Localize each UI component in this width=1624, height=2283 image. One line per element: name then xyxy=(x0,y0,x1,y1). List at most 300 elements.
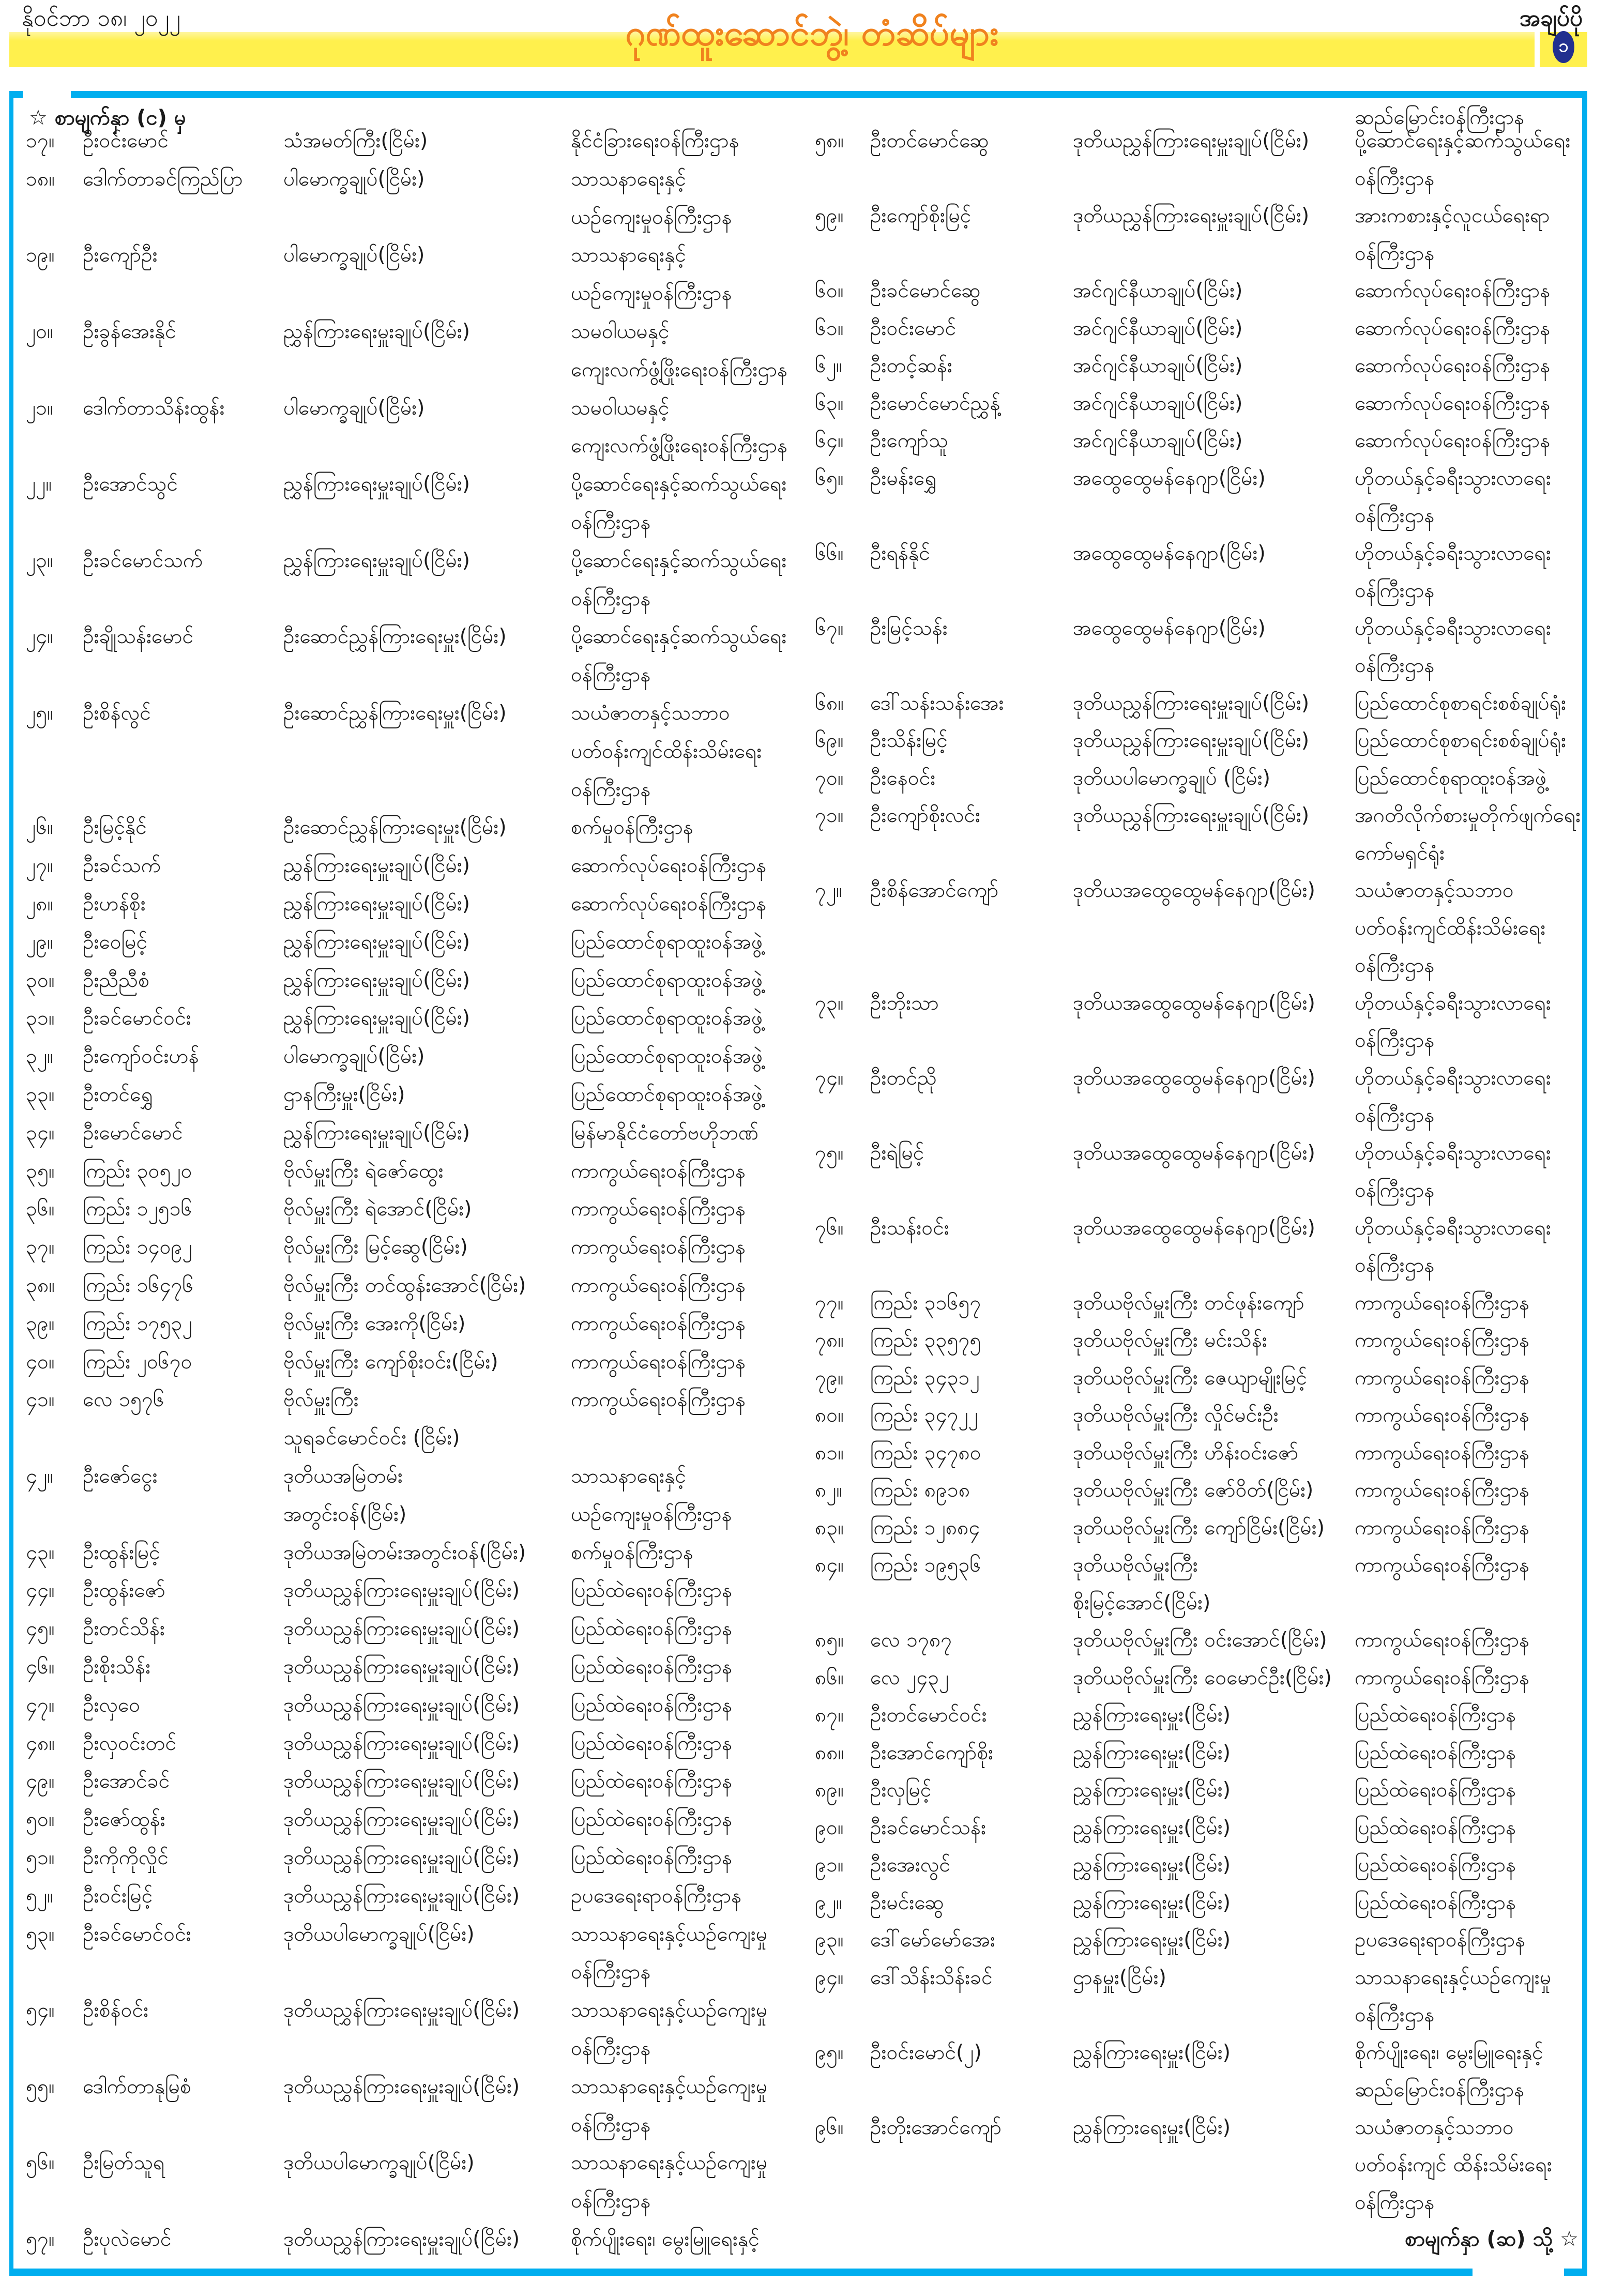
page-number-badge: ၁ xyxy=(1553,31,1574,63)
recipient-ministry: ဝန်ကြီးဌာန xyxy=(1355,241,1435,265)
recipient-name: ကြည်း ၁၄၀၉၂ xyxy=(83,1236,192,1259)
row-number: ၄၃။ xyxy=(26,1541,55,1564)
recipient-ministry: ကာကွယ်ရေးဝန်ကြီးဌာန xyxy=(571,1159,746,1183)
row-number: ၆၀။ xyxy=(815,279,844,302)
star-icon: ☆ xyxy=(1560,2227,1579,2251)
recipient-title: ဒုတိယညွှန်ကြားရေးမှူးချုပ်(ငြိမ်း) xyxy=(283,1846,520,1869)
recipient-name: ဦးလှဝေ xyxy=(83,1693,141,1717)
recipient-title: ဒုတိယဗိုလ်မှူးကြီး တင်ဖုန်းကျော် xyxy=(1073,1291,1304,1315)
recipient-title: ဗိုလ်မှူးကြီး xyxy=(283,1388,359,1412)
recipient-name: ဦးကျော်ဦး xyxy=(83,243,158,267)
recipient-ministry: ဟိုတယ်နှင့်ခရီးသွားလာရေး xyxy=(1355,541,1551,565)
row-number: ၄၄။ xyxy=(26,1579,55,1603)
row-number: ၂၃။ xyxy=(26,549,53,572)
recipient-ministry: သာသနာရေးနှင့် xyxy=(571,167,686,191)
recipient-name: ဦးသိန်းမြင့် xyxy=(870,729,948,752)
recipient-title: ဒုတိယအမြဲတမ်း xyxy=(283,1465,403,1488)
recipient-title: ဒုတိယပါမောက္ခချုပ်(ငြိမ်း) xyxy=(283,2151,475,2175)
row-number: ၈၈။ xyxy=(815,1741,844,1764)
recipient-name: ဦးတင်ရွှေ xyxy=(83,1083,153,1106)
recipient-ministry: ဝန်ကြီးဌာန xyxy=(1355,166,1435,190)
recipient-title: ညွှန်ကြားရေးမှူးချုပ်(ငြိမ်း) xyxy=(283,854,470,878)
recipient-name: ဦးဇော်ငွေး xyxy=(83,1465,158,1488)
row-number: ၆၆။ xyxy=(815,541,844,565)
recipient-name: ဦးကျော်ဝင်းဟန် xyxy=(83,1045,199,1069)
row-number: ၉၂။ xyxy=(815,1891,842,1914)
row-number: ၆၂။ xyxy=(815,354,842,377)
recipient-name: ဦးတင်မောင်ဆွေ xyxy=(870,129,989,153)
recipient-name: ဦးဝင်းမောင် xyxy=(870,316,957,340)
recipient-name: ကြည်း ၃၄၃၁၂ xyxy=(870,1366,980,1390)
recipient-name: ကြည်း ၃၄၇၂၂ xyxy=(870,1404,978,1427)
recipient-title: ဒုတိယညွှန်ကြားရေးမှူးချုပ်(ငြိမ်း) xyxy=(283,1999,520,2022)
recipient-name: ဒေါ်သန်းသန်းအေး xyxy=(870,691,1004,715)
recipient-title: ညွှန်ကြားရေးမှူး(ငြိမ်း) xyxy=(1073,1778,1231,1802)
recipient-name: ဦးအေးလွင် xyxy=(870,1853,951,1877)
recipient-name: ဦးကျော်စိုးလင်း xyxy=(870,804,981,827)
recipient-title: ဦးဆောင်ညွှန်ကြားရေးမှူး(ငြိမ်း) xyxy=(283,816,507,840)
recipient-name: ကြည်း ၁၂၈၈၄ xyxy=(870,1516,980,1540)
row-number: ၅၅။ xyxy=(26,2075,55,2098)
recipient-name: ကြည်း ၁၉၅၃၆ xyxy=(870,1554,981,1577)
recipient-name: ဒေါ်မော်မော်အေး xyxy=(870,1928,995,1952)
recipient-title: ညွှန်ကြားရေးမှူး(ငြိမ်း) xyxy=(1073,1703,1231,1727)
recipient-ministry: နိုင်ငံခြားရေးဝန်ကြီးဌာန xyxy=(571,129,739,153)
row-number: ၅၄။ xyxy=(26,1999,55,2022)
recipient-ministry: ပြည်ထောင်စုရာထူးဝန်အဖွဲ့ xyxy=(571,930,763,954)
row-number: ၂၄။ xyxy=(26,625,53,649)
recipient-ministry: ဆောက်လုပ်ရေးဝန်ကြီးဌာန xyxy=(1355,279,1551,302)
recipient-name: ကြည်း ၈၉၁၈ xyxy=(870,1479,970,1502)
row-number: ၈၁။ xyxy=(815,1441,844,1465)
row-number: ၆၄။ xyxy=(815,429,844,452)
recipient-ministry: ဝန်ကြီးဌာန xyxy=(571,511,651,534)
row-number: ၄၈။ xyxy=(26,1731,55,1755)
recipient-ministry: ပြည်ထဲရေးဝန်ကြီးဌာန xyxy=(571,1617,733,1641)
recipient-name: ဦးရဲမြင့် xyxy=(870,1141,924,1165)
recipient-name: ဦးတင့်ဆန်း xyxy=(870,354,952,377)
recipient-ministry: ကာကွယ်ရေးဝန်ကြီးဌာန xyxy=(1355,1366,1530,1390)
recipient-title: ပါမောက္ခချုပ်(ငြိမ်း) xyxy=(283,1045,425,1069)
recipient-title: ဗိုလ်မှူးကြီး မြင့်ဆွေ(ငြိမ်း) xyxy=(283,1236,468,1259)
recipient-title: ဒုတိယဗိုလ်မှူးကြီး ဇေယျာမျိုးမြင့် xyxy=(1073,1366,1308,1390)
recipient-title: ဒုတိယညွှန်ကြားရေးမှူးချုပ်(ငြိမ်း) xyxy=(283,2228,520,2251)
recipient-ministry: ယဉ်ကျေးမှုဝန်ကြီးဌာန xyxy=(571,282,732,306)
recipient-ministry: ယဉ်ကျေးမှုဝန်ကြီးဌာန xyxy=(571,1502,732,1526)
recipient-name: ကြည်း ၁၂၅၁၆ xyxy=(83,1197,192,1221)
recipient-ministry: ပြည်ထဲရေးဝန်ကြီးဌာန xyxy=(1355,1703,1516,1727)
recipient-name: ဦးချိုသန်းမောင် xyxy=(83,625,194,649)
recipient-name: ကြည်း ၁၆၄၇၆ xyxy=(83,1274,194,1297)
recipient-ministry: ပြည်ထောင်စုရာထူးဝန်အဖွဲ့ xyxy=(1355,766,1547,790)
row-number: ၃၃။ xyxy=(26,1083,55,1106)
recipient-ministry: ပို့ဆောင်ရေးနှင့်ဆက်သွယ်ရေး xyxy=(571,549,787,572)
row-number: ၇၇။ xyxy=(815,1291,844,1315)
recipient-name: ဦးကျော်သူ xyxy=(870,429,948,452)
recipient-ministry: ဆောက်လုပ်ရေးဝန်ကြီးဌာန xyxy=(1355,391,1551,415)
recipient-title: ညွှန်ကြားရေးမှူး(ငြိမ်း) xyxy=(1073,1928,1231,1952)
recipient-name: ဦးစိန်အောင်ကျော် xyxy=(870,879,999,902)
recipient-ministry: ကျေးလက်ဖွံ့ဖြိုးရေးဝန်ကြီးဌာန xyxy=(571,358,788,382)
row-number: ၄၉။ xyxy=(26,1770,55,1793)
recipient-ministry: ဟိုတယ်နှင့်ခရီးသွားလာရေး xyxy=(1355,1216,1551,1240)
recipient-name: ဦးစိန်ဝင်း xyxy=(83,1999,149,2022)
recipient-name: ဦးဝင်းမောင်(၂) xyxy=(870,2041,982,2064)
recipient-title: ညွှန်ကြားရေးမှူးချုပ်(ငြိမ်း) xyxy=(283,930,470,954)
recipient-ministry: ဟိုတယ်နှင့်ခရီးသွားလာရေး xyxy=(1355,991,1551,1015)
continued-to-text: စာမျက်နှာ (ဆ) သို့ xyxy=(1405,2227,1553,2251)
recipient-title: သံအမတ်ကြီး(ငြိမ်း) xyxy=(283,129,428,153)
recipient-title: ညွှန်ကြားရေးမှူး(ငြိမ်း) xyxy=(1073,2115,1231,2139)
recipient-name: ဦးမြင့်နိုင် xyxy=(83,816,147,840)
recipient-ministry: ကာကွယ်ရေးဝန်ကြီးဌာန xyxy=(571,1312,746,1335)
recipient-ministry: သာသနာရေးနှင့်ယဉ်ကျေးမှု xyxy=(571,1922,768,1946)
recipient-title: ဗိုလ်မှူးကြီး ရဲအောင်(ငြိမ်း) xyxy=(283,1197,472,1221)
recipient-ministry: ဝန်ကြီးဌာန xyxy=(1355,579,1435,602)
recipient-title: ဒုတိယဗိုလ်မှူးကြီး ဝေမောင်ဦး(ငြိမ်း) xyxy=(1073,1666,1332,1690)
recipient-title: ဒုတိယညွှန်ကြားရေးမှူးချုပ်(ငြိမ်း) xyxy=(283,1884,520,1908)
recipient-ministry: စက်မှုဝန်ကြီးဌာန xyxy=(571,1541,693,1564)
recipient-ministry: သာသနာရေးနှင့် xyxy=(571,243,686,267)
row-number: ၅၂။ xyxy=(26,1884,53,1908)
recipient-ministry: ဟိုတယ်နှင့်ခရီးသွားလာရေး xyxy=(1355,1066,1551,1090)
recipient-title: ဒုတိယညွှန်ကြားရေးမှူးချုပ်(ငြိမ်း) xyxy=(283,1693,520,1717)
recipient-ministry: ပတ်ဝန်းကျင်ထိန်းသိမ်းရေး xyxy=(571,739,762,763)
row-number: ၉၁။ xyxy=(815,1853,844,1877)
recipient-ministry: ပြည်ထဲရေးဝန်ကြီးဌာန xyxy=(571,1846,733,1869)
recipient-name: ဦးလှမြင့် xyxy=(870,1778,932,1802)
row-number: ၃၇။ xyxy=(26,1236,55,1259)
recipient-title: ပါမောက္ခချုပ်(ငြိမ်း) xyxy=(283,243,425,267)
recipient-name: ဦးသန်းဝင်း xyxy=(870,1216,949,1240)
recipient-ministry: သာသနာရေးနှင့်ယဉ်ကျေးမှု xyxy=(571,2075,768,2098)
recipient-ministry: ပြည်ထောင်စုရာထူးဝန်အဖွဲ့ xyxy=(571,968,763,992)
recipient-name: ဦးခင်မောင်ဝင်း xyxy=(83,1922,191,1946)
recipient-title: ဒုတိယအထွေထွေမန်နေဂျာ(ငြိမ်း) xyxy=(1073,1216,1315,1240)
recipient-name: ဦးဝေမြင့် xyxy=(83,930,148,954)
recipient-name: ဦးနေဝင်း xyxy=(870,766,936,790)
recipient-ministry: ပြည်ထောင်စုရာထူးဝန်အဖွဲ့ xyxy=(571,1007,763,1030)
row-number: ၈၇။ xyxy=(815,1703,844,1727)
recipient-ministry: သယံဇာတနှင့်သဘာဝ xyxy=(1355,2115,1514,2139)
continued-to xyxy=(1405,2224,1579,2255)
recipient-ministry: ကာကွယ်ရေးဝန်ကြီးဌာန xyxy=(1355,1404,1530,1427)
row-number: ၇၈။ xyxy=(815,1329,844,1352)
recipient-ministry: ပြည်ထောင်စုရာထူးဝန်အဖွဲ့ xyxy=(571,1083,763,1106)
row-number: ၇၅။ xyxy=(815,1141,844,1165)
recipient-title: ညွှန်ကြားရေးမှူး(ငြိမ်း) xyxy=(1073,1741,1231,1764)
row-number: ၈၃။ xyxy=(815,1516,844,1540)
recipient-title: ပါမောက္ခချုပ်(ငြိမ်း) xyxy=(283,167,425,191)
recipient-ministry: ပတ်ဝန်းကျင် ထိန်းသိမ်းရေး xyxy=(1355,2153,1552,2177)
recipient-ministry: ပြည်ထဲရေးဝန်ကြီးဌာန xyxy=(1355,1741,1516,1764)
recipient-name: ကြည်း ၃၄၇၈၀ xyxy=(870,1441,981,1465)
recipient-title: ဗိုလ်မှူးကြီး ရဲဇော်ထွေး xyxy=(283,1159,444,1183)
recipient-ministry: ပြည်ထောင်စုစာရင်းစစ်ချုပ်ရုံး xyxy=(1355,691,1567,715)
frame-right xyxy=(1582,91,1587,2275)
recipient-name: ဦးတင်ညို xyxy=(870,1066,937,1090)
recipient-name: ဦးခင်မောင်ဆွေ xyxy=(870,279,981,302)
recipient-name: ဦးခွန်အေးနိုင် xyxy=(83,320,176,343)
recipient-name: ဒေါ်သိန်းသိန်းခင် xyxy=(870,1966,993,1989)
recipient-title: စိုးမြင့်အောင်(ငြိမ်း) xyxy=(1073,1591,1211,1615)
recipient-ministry: ပြည်ထောင်စုစာရင်းစစ်ချုပ်ရုံး xyxy=(1355,729,1567,752)
recipient-name: ဦးကိုကိုလှိုင် xyxy=(83,1846,169,1869)
recipient-ministry: သမဝါယမနှင့် xyxy=(571,396,670,420)
carryover-ministry: ဆည်မြောင်းဝန်ကြီးဌာန xyxy=(1355,106,1525,129)
recipient-ministry: သယံဇာတနှင့်သဘာဝ xyxy=(571,702,730,725)
recipient-ministry: ဆည်မြောင်းဝန်ကြီးဌာန xyxy=(1355,2078,1525,2102)
recipient-title: ညွှန်ကြားရေးမှူးချုပ်(ငြိမ်း) xyxy=(283,473,470,496)
recipient-title: အင်ဂျင်နီယာချုပ်(ငြိမ်း) xyxy=(1073,429,1243,452)
recipient-title: ဒုတိယအထွေထွေမန်နေဂျာ(ငြိမ်း) xyxy=(1073,1141,1315,1165)
recipient-ministry: ကာကွယ်ရေးဝန်ကြီးဌာန xyxy=(1355,1291,1530,1315)
recipient-ministry: သာသနာရေးနှင့်ယဉ်ကျေးမှု xyxy=(571,2151,768,2175)
row-number: ၃၅။ xyxy=(26,1159,55,1183)
recipient-name: ဒေါက်တာသိန်းထွန်း xyxy=(83,396,225,420)
row-number: ၂၂။ xyxy=(26,473,52,496)
recipient-name: ကြည်း ၁၇၅၃၂ xyxy=(83,1312,192,1335)
recipient-ministry: ကာကွယ်ရေးဝန်ကြီးဌာန xyxy=(1355,1479,1530,1502)
recipient-title: ပါမောက္ခချုပ်(ငြိမ်း) xyxy=(283,396,425,420)
recipient-title: အထွေထွေမန်နေဂျာ(ငြိမ်း) xyxy=(1073,541,1266,565)
recipient-name: ကြည်း ၂၀၆၇၀ xyxy=(83,1350,192,1374)
row-number: ၉၄။ xyxy=(815,1966,844,1989)
recipient-name: ဦးကျော်စိုးမြင့် xyxy=(870,204,972,227)
row-number: ၆၅။ xyxy=(815,466,844,490)
recipient-ministry: ဝန်ကြီးဌာန xyxy=(1355,2003,1435,2027)
recipient-title: ဦးဆောင်ညွှန်ကြားရေးမှူး(ငြိမ်း) xyxy=(283,625,507,649)
recipient-name: ဦးစိန်လွင် xyxy=(83,702,151,725)
recipient-ministry: ပြည်ထဲရေးဝန်ကြီးဌာန xyxy=(571,1655,733,1679)
recipient-ministry: ဆောက်လုပ်ရေးဝန်ကြီးဌာန xyxy=(571,892,767,916)
recipient-name: ဦးခင်မောင်သက် xyxy=(83,549,203,572)
row-number: ၉၅။ xyxy=(815,2041,844,2064)
recipient-name: ဦးမြတ်သူရ xyxy=(83,2151,165,2175)
frame-left xyxy=(9,91,13,2275)
recipient-title: ညွှန်ကြားရေးမှူး(ငြိမ်း) xyxy=(1073,1853,1231,1877)
row-number: ၈၅။ xyxy=(815,1628,844,1652)
recipient-ministry: ကာကွယ်ရေးဝန်ကြီးဌာန xyxy=(1355,1666,1530,1690)
recipient-name: ဦးတိုးအောင်ကျော် xyxy=(870,2115,1002,2139)
row-number: ၆၈။ xyxy=(815,691,844,715)
recipient-title: ဒုတိယညွှန်ကြားရေးမှူးချုပ်(ငြိမ်း) xyxy=(283,1617,520,1641)
section-label: အချပ်ပို xyxy=(1519,5,1583,32)
recipient-name: ဒေါက်တာနုမြစံ xyxy=(83,2075,191,2098)
recipient-ministry: ဆောက်လုပ်ရေးဝန်ကြီးဌာန xyxy=(1355,429,1551,452)
recipient-name: ဦးမင်းဆွေ xyxy=(870,1891,944,1914)
row-number: ၈၀။ xyxy=(815,1404,844,1427)
recipient-title: ဒုတိယအမြဲတမ်းအတွင်းဝန်(ငြိမ်း) xyxy=(283,1541,526,1564)
row-number: ၈၄။ xyxy=(815,1554,844,1577)
recipient-name: ဦးလှဝင်းတင် xyxy=(83,1731,177,1755)
recipient-name: လေ ၂၄၃၂ xyxy=(870,1666,949,1690)
recipient-ministry: ပြည်ထဲရေးဝန်ကြီးဌာန xyxy=(571,1579,733,1603)
row-number: ၇၃။ xyxy=(815,991,844,1015)
recipient-ministry: သာသနာရေးနှင့်ယဉ်ကျေးမှု xyxy=(1355,1966,1552,1989)
recipient-ministry: ပြည်ထဲရေးဝန်ကြီးဌာန xyxy=(1355,1816,1516,1839)
row-number: ၄၂။ xyxy=(26,1465,53,1488)
recipient-title: ဒုတိယအထွေထွေမန်နေဂျာ(ငြိမ်း) xyxy=(1073,1066,1315,1090)
row-number: ၇၄။ xyxy=(815,1066,844,1090)
recipient-ministry: ဝန်ကြီးဌာန xyxy=(571,663,651,687)
issue-date: နိုဝင်ဘာ ၁၈၊ ၂၀၂၂ xyxy=(22,5,180,32)
row-number: ၁၇။ xyxy=(26,129,55,153)
row-number: ၉၀။ xyxy=(815,1816,844,1839)
row-number: ၃၂။ xyxy=(26,1045,53,1069)
row-number: ၂၉။ xyxy=(26,930,53,954)
row-number: ၆၁။ xyxy=(815,316,844,340)
recipient-title: ဒုတိယညွှန်ကြားရေးမှူးချုပ်(ငြိမ်း) xyxy=(283,2075,520,2098)
recipient-name: ဦးဟန်စိုး xyxy=(83,892,146,916)
recipient-name: ဦးစိုးသိန်း xyxy=(83,1655,151,1679)
recipient-ministry: ကာကွယ်ရေးဝန်ကြီးဌာန xyxy=(571,1350,746,1374)
recipient-title: ဗိုလ်မှူးကြီး အေးကို(ငြိမ်း) xyxy=(283,1312,466,1335)
recipient-name: လေ ၁၅၇၆ xyxy=(83,1388,164,1412)
recipient-name: ဦးအောင်သွင် xyxy=(83,473,178,496)
row-number: ၈၂။ xyxy=(815,1479,843,1502)
recipient-ministry: ပြည်ထဲရေးဝန်ကြီးဌာန xyxy=(571,1731,733,1755)
recipient-title: ဗိုလ်မှူးကြီး တင်ထွန်းအောင်(ငြိမ်း) xyxy=(283,1274,526,1297)
row-number: ၄၁။ xyxy=(26,1388,55,1412)
recipient-title: ဒုတိယဗိုလ်မှူးကြီး မင်းသိန်း xyxy=(1073,1329,1267,1352)
recipient-ministry: ပြည်ထဲရေးဝန်ကြီးဌာန xyxy=(571,1808,733,1832)
recipient-name: ဦးမောင်မောင် xyxy=(83,1121,183,1145)
recipient-ministry: ကာကွယ်ရေးဝန်ကြီးဌာန xyxy=(1355,1329,1530,1352)
row-number: ၇၁။ xyxy=(815,804,844,827)
recipient-title: ဒုတိယညွှန်ကြားရေးမှူးချုပ်(ငြိမ်း) xyxy=(1073,204,1310,227)
row-number: ၂၀။ xyxy=(26,320,53,343)
recipient-ministry: ဟိုတယ်နှင့်ခရီးသွားလာရေး xyxy=(1355,466,1551,490)
row-number: ၂၁။ xyxy=(26,396,53,420)
recipient-ministry: ဝန်ကြီးဌာန xyxy=(571,2189,651,2213)
row-number: ၂၆။ xyxy=(26,816,53,840)
recipient-title: ဒုတိယပါမောက္ခချုပ် (ငြိမ်း) xyxy=(1073,766,1270,790)
recipient-name: ဦးဝင်းမောင် xyxy=(83,129,169,153)
row-number: ၅၉။ xyxy=(815,204,844,227)
recipient-ministry: စက်မှုဝန်ကြီးဌာန xyxy=(571,816,693,840)
recipient-title: ဒုတိယအထွေထွေမန်နေဂျာ(ငြိမ်း) xyxy=(1073,991,1315,1015)
row-number: ၇၉။ xyxy=(815,1366,844,1390)
row-number: ၅၀။ xyxy=(26,1808,55,1832)
recipient-ministry: ပြည်ထဲရေးဝန်ကြီးဌာန xyxy=(1355,1778,1516,1802)
row-number: ၉၃။ xyxy=(815,1928,844,1952)
recipient-name: ဦးအောင်ခင် xyxy=(83,1770,170,1793)
recipient-ministry: ကာကွယ်ရေးဝန်ကြီးဌာန xyxy=(571,1197,746,1221)
recipient-ministry: ပြည်ထဲရေးဝန်ကြီးဌာန xyxy=(1355,1853,1516,1877)
recipient-title: အထွေထွေမန်နေဂျာ(ငြိမ်း) xyxy=(1073,616,1266,640)
recipient-ministry: အဂတိလိုက်စားမှုတိုက်ဖျက်ရေး xyxy=(1355,804,1581,827)
recipient-name: ဦးမြင့်သန်း xyxy=(870,616,948,640)
recipient-title: ဒုတိယညွှန်ကြားရေးမှူးချုပ်(ငြိမ်း) xyxy=(283,1579,520,1603)
recipient-title: ဒုတိယညွှန်ကြားရေးမှူးချုပ်(ငြိမ်း) xyxy=(283,1731,520,1755)
recipient-ministry: ကာကွယ်ရေးဝန်ကြီးဌာန xyxy=(571,1388,746,1412)
recipient-ministry: သာသနာရေးနှင့်ယဉ်ကျေးမှု xyxy=(571,1999,768,2022)
recipient-name: လေ ၁၇၈၇ xyxy=(870,1628,952,1652)
recipient-title: ဒုတိယပါမောက္ခချုပ်(ငြိမ်း) xyxy=(283,1922,475,1946)
row-number: ၄၇။ xyxy=(26,1693,55,1717)
recipient-ministry: ပို့ဆောင်ရေးနှင့်ဆက်သွယ်ရေး xyxy=(571,625,787,649)
recipient-name: ဦးထွန်းဇော် xyxy=(83,1579,165,1603)
recipient-ministry: ကာကွယ်ရေးဝန်ကြီးဌာန xyxy=(1355,1516,1530,1540)
row-number: ၁၉။ xyxy=(26,243,55,267)
recipient-ministry: ကာကွယ်ရေးဝန်ကြီးဌာန xyxy=(571,1274,746,1297)
recipient-name: ဦးရန်နိုင် xyxy=(870,541,930,565)
row-number: ၃၀။ xyxy=(26,968,55,992)
recipient-title: ညွှန်ကြားရေးမှူးချုပ်(ငြိမ်း) xyxy=(283,549,470,572)
recipient-ministry: ဟိုတယ်နှင့်ခရီးသွားလာရေး xyxy=(1355,616,1551,640)
recipient-title: ဦးဆောင်ညွှန်ကြားရေးမှူး(ငြိမ်း) xyxy=(283,702,507,725)
recipient-ministry: ဥပဒေရေးရာဝန်ကြီးဌာန xyxy=(1355,1928,1526,1952)
row-number: ၅၇။ xyxy=(26,2228,55,2251)
recipient-ministry: ပြည်ထဲရေးဝန်ကြီးဌာန xyxy=(571,1693,733,1717)
recipient-title: ညွှန်ကြားရေးမှူးချုပ်(ငြိမ်း) xyxy=(283,1121,470,1145)
recipient-ministry: ပို့ဆောင်ရေးနှင့်ဆက်သွယ်ရေး xyxy=(571,473,787,496)
recipient-ministry: ဝန်ကြီးဌာန xyxy=(571,778,651,801)
recipient-ministry: ပတ်ဝန်းကျင်ထိန်းသိမ်းရေး xyxy=(1355,916,1546,940)
recipient-ministry: ကော်မရှင်ရုံး xyxy=(1355,841,1445,865)
recipient-name: ဦးတင်မောင်ဝင်း xyxy=(870,1703,987,1727)
frame-top-right xyxy=(71,91,1587,98)
page-title: ဂုဏ်ထူးဆောင်ဘွဲ့၊ တံဆိပ်များ xyxy=(625,13,999,54)
recipient-name: ဦးခင်မောင်ဝင်း xyxy=(83,1007,191,1030)
row-number: ၄၅။ xyxy=(26,1617,55,1641)
recipient-title: ဒုတိယညွှန်ကြားရေးမှူးချုပ်(ငြိမ်း) xyxy=(1073,129,1310,153)
row-number: ၃၈။ xyxy=(26,1274,55,1297)
recipient-title: ဒုတိယညွှန်ကြားရေးမှူးချုပ်(ငြိမ်း) xyxy=(283,1655,520,1679)
row-number: ၄၆။ xyxy=(26,1655,55,1679)
recipient-ministry: အားကစားနှင့်လူငယ်ရေးရာ xyxy=(1355,204,1550,227)
recipient-title: အင်ဂျင်နီယာချုပ်(ငြိမ်း) xyxy=(1073,316,1243,340)
recipient-title: ညွှန်ကြားရေးမှူးချုပ်(ငြိမ်း) xyxy=(283,320,470,343)
recipient-ministry: ဆောက်လုပ်ရေးဝန်ကြီးဌာန xyxy=(571,854,767,878)
row-number: ၅၃။ xyxy=(26,1922,55,1946)
recipient-name: ဦးထွန်းမြင့် xyxy=(83,1541,160,1564)
row-number: ၆၇။ xyxy=(815,616,844,640)
row-number: ၇၆။ xyxy=(815,1216,844,1240)
row-number: ၈၉။ xyxy=(815,1778,844,1802)
star-icon: ☆ xyxy=(29,106,48,130)
recipient-ministry: ယဉ်ကျေးမှုဝန်ကြီးဌာန xyxy=(571,205,732,229)
recipient-ministry: ဝန်ကြီးဌာန xyxy=(1355,1254,1435,1277)
recipient-ministry: ဝန်ကြီးဌာန xyxy=(1355,1104,1435,1127)
recipient-title: ဒုတိယဗိုလ်မှူးကြီး xyxy=(1073,1554,1198,1577)
recipient-ministry: စိုက်ပျိုးရေး၊ မွေးမြူရေးနှင့် xyxy=(571,2228,760,2251)
recipient-title: ဒုတိယဗိုလ်မှူးကြီး ဟိန်းဝင်းဇော် xyxy=(1073,1441,1299,1465)
recipient-ministry: ကာကွယ်ရေးဝန်ကြီးဌာန xyxy=(1355,1628,1530,1652)
recipient-ministry: ပြည်ထဲရေးဝန်ကြီးဌာန xyxy=(571,1770,733,1793)
recipient-ministry: ဝန်ကြီးဌာန xyxy=(571,587,651,611)
recipient-title: ဒုတိယဗိုလ်မှူးကြီး ဝင်းအောင်(ငြိမ်း) xyxy=(1073,1628,1327,1652)
recipient-ministry: ဝန်ကြီးဌာန xyxy=(1355,504,1435,527)
row-number: ၄၀။ xyxy=(26,1350,55,1374)
frame-bottom-left xyxy=(9,2269,1473,2276)
recipient-name: ဦးဇော်ထွန်း xyxy=(83,1808,165,1832)
recipient-name: ကြည်း ၃၃၅၇၅ xyxy=(870,1329,981,1352)
recipient-ministry: ပို့ဆောင်ရေးနှင့်ဆက်သွယ်ရေး xyxy=(1355,129,1571,153)
row-number: ၂၈။ xyxy=(26,892,54,916)
recipient-ministry: သာသနာရေးနှင့် xyxy=(571,1465,686,1488)
recipient-title: ဒုတိယညွှန်ကြားရေးမှူးချုပ်(ငြိမ်း) xyxy=(1073,804,1310,827)
recipient-title: ညွှန်ကြားရေးမှူး(ငြိမ်း) xyxy=(1073,2041,1231,2064)
recipient-title: ဌာနကြီးမှူး(ငြိမ်း) xyxy=(283,1083,405,1106)
recipient-ministry: ဝန်ကြီးဌာန xyxy=(1355,954,1435,977)
recipient-ministry: ဆောက်လုပ်ရေးဝန်ကြီးဌာန xyxy=(1355,354,1551,377)
row-number: ၃၄။ xyxy=(26,1121,55,1145)
row-number: ၃၉။ xyxy=(26,1312,55,1335)
recipient-ministry: ကျေးလက်ဖွံ့ဖြိုးရေးဝန်ကြီးဌာန xyxy=(571,434,788,458)
recipient-ministry: ကာကွယ်ရေးဝန်ကြီးဌာန xyxy=(571,1236,746,1259)
